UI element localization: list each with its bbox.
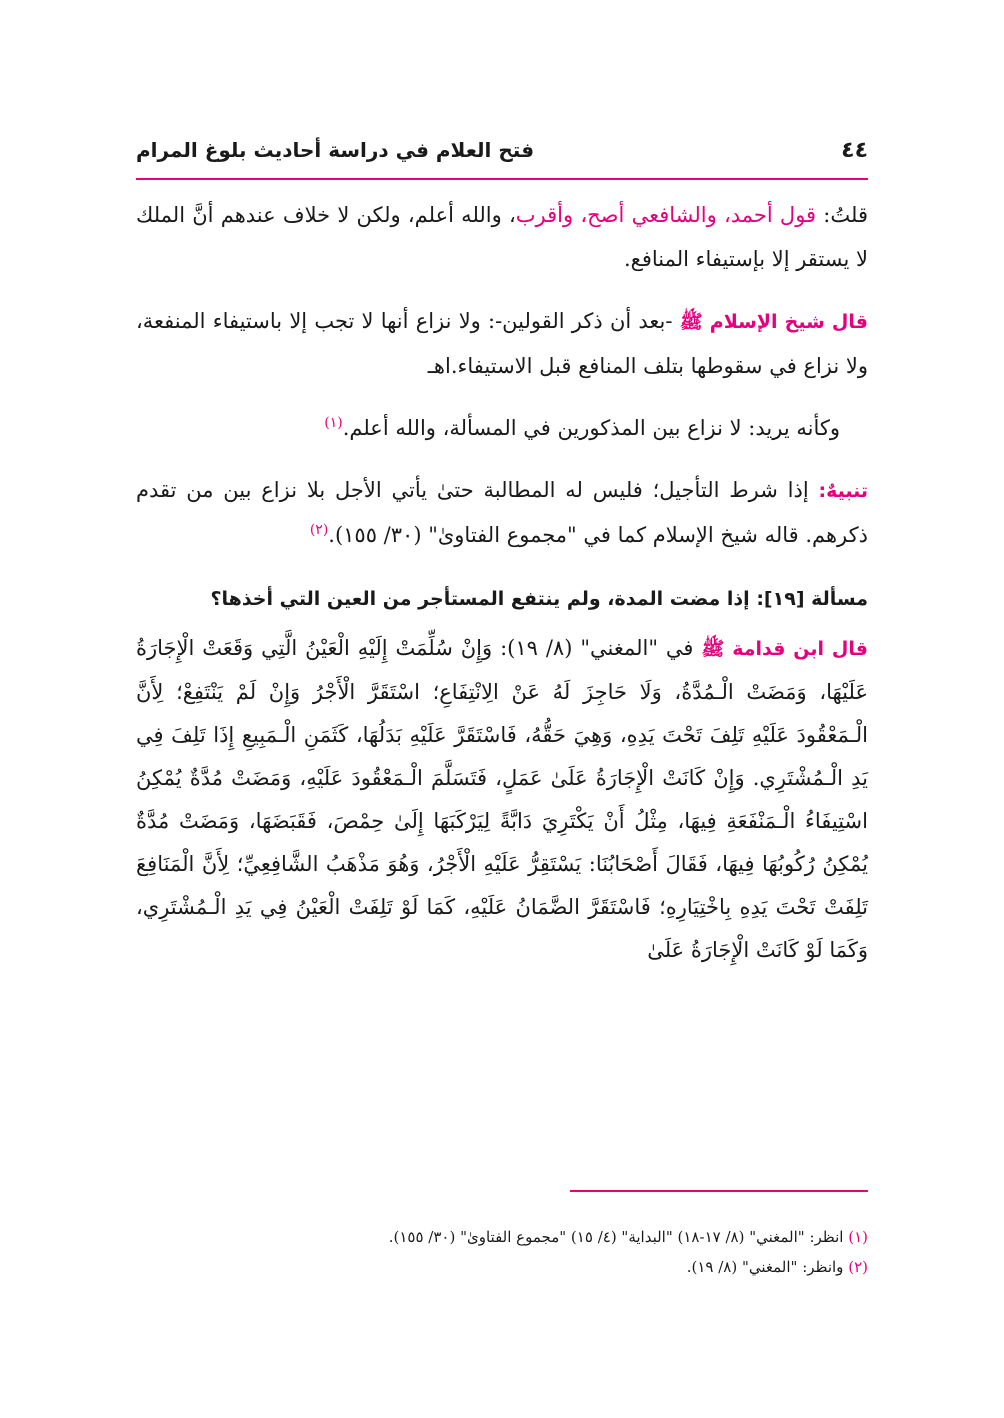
quote-speaker: قال ابن قدامة ﷺ [701,638,868,660]
paragraph-rest: ، والله أعلم، ولكن لا خلاف عندهم أنَّ الملك لا يستقر إلا بإستيفاء المنافع. [136,203,868,271]
quote-text: في "المغني" (٨/ ١٩): وَإِنْ سُلِّمَتْ إِلَيْهِ الْعَيْنُ الَّتِي وَقَعَتْ الْإِجَارَةُ عَلَيْهَا، وَمَضَتْ الْـمُدَّةُ، وَلَا حَاجِزَ لَهُ عَنْ الِانْتِفَاعِ؛ اسْتَقَرَّ الْأَجْرُ وَإِنْ لَمْ يَنْتَفِعْ؛ لِأَنَّ الْـمَعْقُودَ عَلَيْهِ تَلِفَ تَحْتَ يَدِهِ، وَهِيَ حَقُّهُ، فَاسْتَقَرَّ عَلَيْهِ بَدَلُهَا، كَثَمَنِ الْـمَبِيعِ إِذَا تَلِفَ فِي يَدِ الْـمُشْتَرِي. وَإِنْ كَانَتْ الْإِجَارَةُ عَلَىٰ عَمَلٍ، فَتَسَلَّمَ الْـمَعْقُودَ عَلَيْهِ، وَمَضَتْ مُدَّةٌ يُمْكِنُ اسْتِيفَاءُ الْـمَنْفَعَةِ فِيهَا، مِثْلُ أَنْ يَكْتَرِيَ دَابَّةً لِيَرْكَبَهَا إِلَىٰ حِمْصَ، فَقَبَضَهَا، وَمَضَتْ مُدَّةٌ يُمْكِنُ رُكُوبُهَا فِيهَا، فَقَالَ أَصْحَابُنَا: يَسْتَقِرُّ عَلَيْهِ الْأَجْرُ، وَهُوَ مَذْهَبُ الشَّافِعِيِّ؛ لِأَنَّ الْمَنَافِعَ تَلِفَتْ تَحْتَ يَدِهِ بِاخْتِيَارِهِ؛ فَاسْتَقَرَّ الضَّمَانُ عَلَيْهِ، كَمَا لَوْ تَلِفَتْ الْعَيْنُ فِي يَدِ الْـمُشْتَرِي، وَكَمَا لَوْ كَانَتْ الْإِجَارَةُ عَلَىٰ [136,636,868,962]
paragraph-shaykh [136,299,868,388]
footnote-ref[interactable]: (٢) [309,522,329,538]
footnote-text: انظر: "المغني" (٨/ ١٧-١٨) "البداية" (٤/ ١٥) "مجموع الفتاوىٰ" (٣٠/ ١٥٥). [388,1228,844,1246]
paragraph-note [136,468,868,557]
footnote-divider [570,1190,868,1192]
header-divider [136,178,868,180]
paragraph-intro: قلتُ: [816,203,868,227]
page-number: ٤٤ [841,137,868,163]
page-header [136,128,868,172]
paragraph-opinion [136,193,868,281]
footnote-number: (١) [848,1228,868,1246]
paragraph-text: وكأنه يريد: لا نزاع بين المذكورين في المسألة، والله أعلم. [342,416,840,440]
note-label: تنبيهٌ: [818,480,868,502]
footnote-2 [136,1252,868,1282]
footnote-ref[interactable]: (١) [324,415,343,431]
speaker-label: قال شيخ الإسلام ﷺ [679,311,868,333]
footnote-text: وانظر: "المغني" (٨/ ١٩). [686,1258,844,1276]
footnotes [136,1222,868,1282]
book-title: فتح العلام في دراسة أحاديث بلوغ المرام [136,138,535,162]
paragraph-text: إذا شرط التأجيل؛ فليس له المطالبة حتىٰ يأتي الأجل بلا نزاع بين من تقدم ذكرهم. قاله شيخ الإسلام كما في "مجموع الفتاوىٰ" (٣٠/ ١٥٥). [136,478,868,547]
paragraph-comment [136,406,868,450]
masala-heading [136,579,868,619]
masala-label: مسألة [١٩]: [756,588,868,610]
quote-paragraph [136,627,868,972]
masala-title: إذا مضت المدة، ولم ينتفع المستأجر من العين التي أخذها؟ [210,588,757,610]
footnote-1 [136,1222,868,1252]
highlighted-opinion: قول أحمد، والشافعي أصح، وأقرب [515,203,817,227]
paragraph-text: -بعد أن ذكر القولين-: ولا نزاع أنها لا تجب إلا باستيفاء المنفعة، ولا نزاع في سقوطها بتلف المنافع قبل الاستيفاء.اهـ [136,309,868,378]
footnote-number: (٢) [848,1258,868,1276]
main-text [136,193,868,972]
